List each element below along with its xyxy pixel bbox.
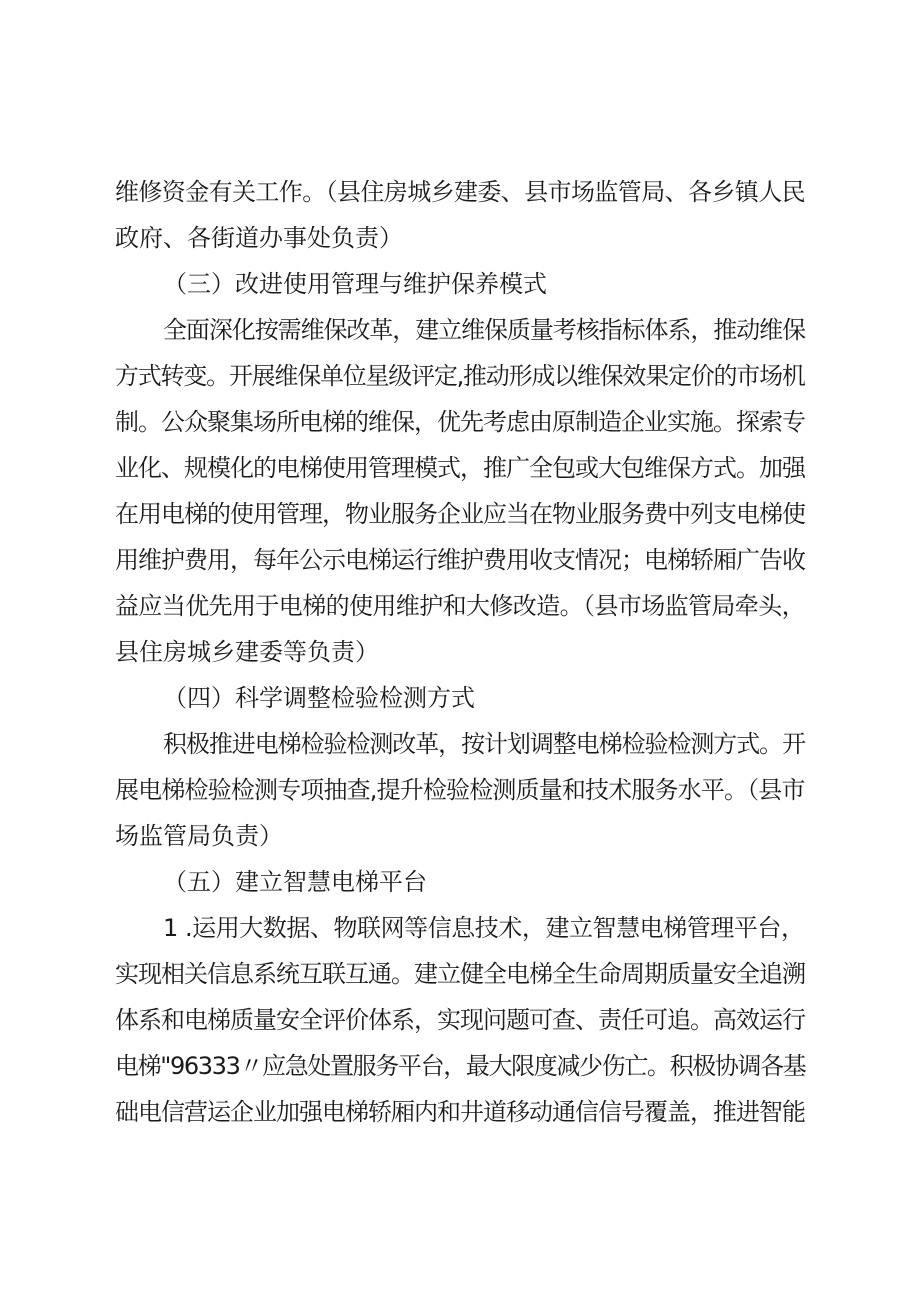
body-line: 展电梯检验检测专项抽查,提升检验检测质量和技术服务水平。（县市 bbox=[115, 776, 805, 804]
body-line: 在用电梯的使用管理，物业服务企业应当在物业服务费中列支电梯使 bbox=[115, 500, 805, 528]
body-line: 维修资金有关工作。（县住房城乡建委、县市场监管局、各乡镇人民 bbox=[115, 178, 805, 206]
body-line: 场监管局负责） bbox=[115, 822, 283, 850]
body-line: 业化、规模化的电梯使用管理模式，推广全包或大包维保方式。加强 bbox=[115, 454, 805, 482]
body-line: 实现相关信息系统互联互通。建立健全电梯全生命周期质量安全追溯 bbox=[115, 960, 805, 988]
body-line: 益应当优先用于电梯的使用维护和大修改造。（县市场监管局牵头， bbox=[115, 592, 805, 620]
body-line: 1 .运用大数据、物联网等信息技术，建立智慧电梯管理平台， bbox=[163, 914, 805, 942]
body-line: 县住房城乡建委等负责） bbox=[115, 638, 379, 666]
body-line: 全面深化按需维保改革，建立维保质量考核指标体系，推动维保 bbox=[163, 316, 805, 344]
body-line: 积极推进电梯检验检测改革，按计划调整电梯检验检测方式。开 bbox=[163, 730, 805, 758]
section-heading-4: （四）科学调整检验检测方式 bbox=[163, 684, 475, 712]
body-line: 方式转变。开展维保单位星级评定,推动形成以维保效果定价的市场机 bbox=[115, 362, 805, 390]
section-heading-3: （三）改进使用管理与维护保养模式 bbox=[163, 270, 547, 298]
body-line: 电梯"96333〃应急处置服务平台，最大限度减少伤亡。积极协调各基 bbox=[115, 1052, 806, 1080]
body-line: 用维护费用，每年公示电梯运行维护费用收支情况；电梯轿厢广告收 bbox=[115, 546, 805, 574]
body-line: 体系和电梯质量安全评价体系，实现问题可查、责任可追。高效运行 bbox=[115, 1006, 805, 1034]
body-line: 政府、各街道办事处负责） bbox=[115, 224, 403, 252]
body-line: 础电信营运企业加强电梯轿厢内和井道移动通信信号覆盖，推进智能 bbox=[115, 1098, 805, 1126]
body-line: 制。公众聚集场所电梯的维保，优先考虑由原制造企业实施。探索专 bbox=[115, 408, 805, 436]
section-heading-5: （五）建立智慧电梯平台 bbox=[163, 868, 427, 896]
